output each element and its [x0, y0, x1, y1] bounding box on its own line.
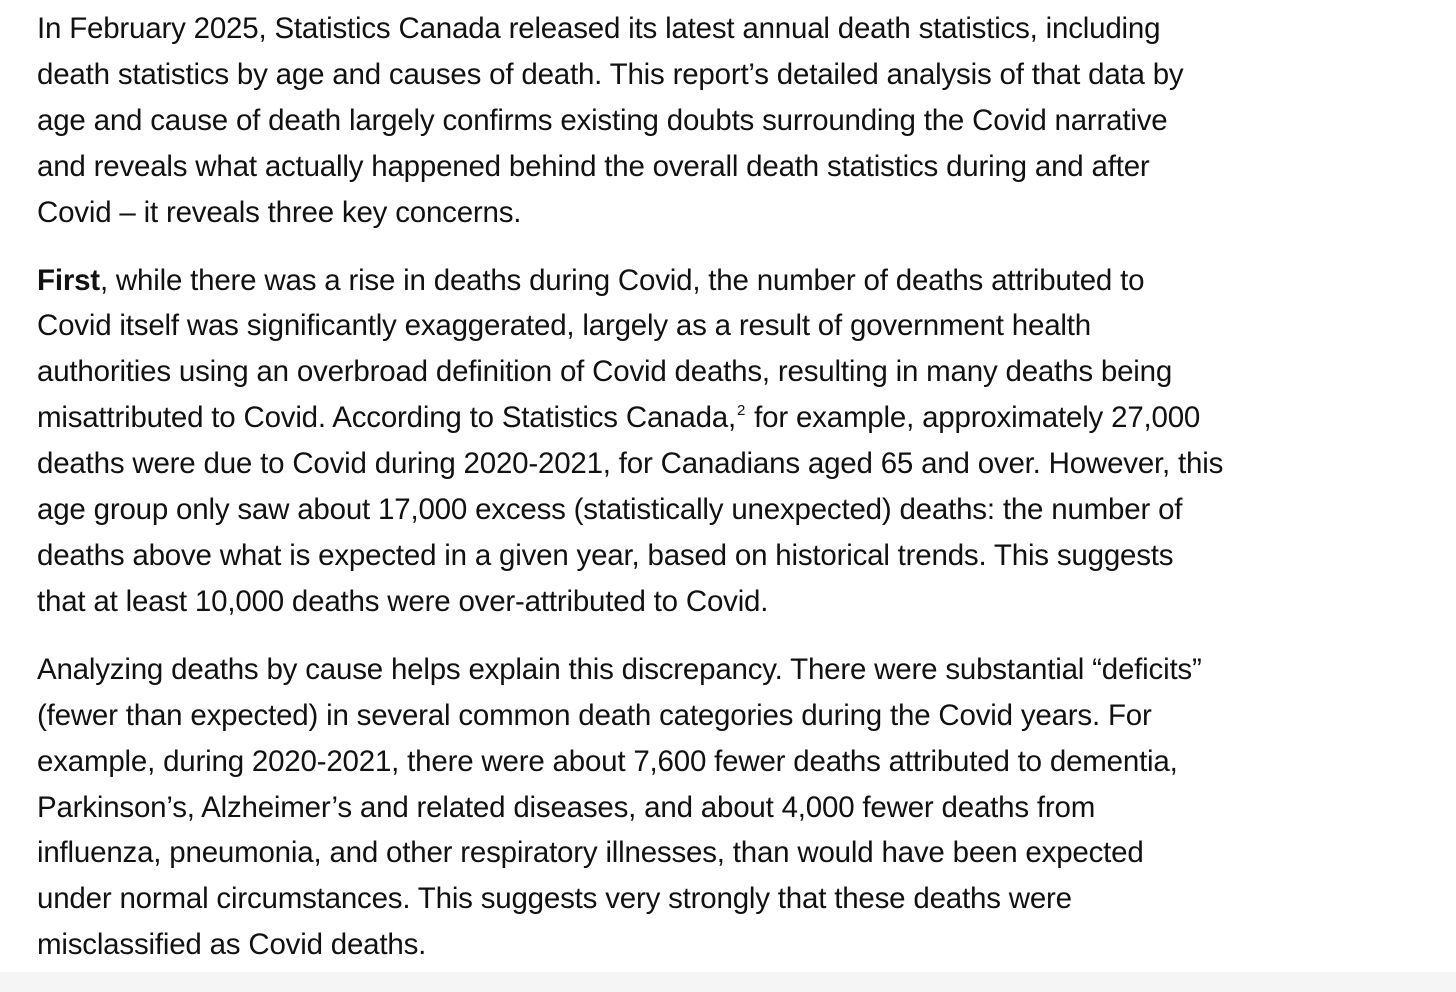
footnote-reference[interactable]: 2 — [737, 402, 746, 420]
text-line: that at least 10,000 deaths were over-attributed to Covid. — [37, 584, 769, 618]
text-line: In February 2025, Statistics Canada released its latest annual death statistics, including — [37, 12, 1161, 45]
text-line — [37, 395, 1428, 441]
paragraph-deficits — [37, 647, 1428, 968]
paragraph-intro — [37, 6, 1428, 236]
text-line: authorities using an overbroad definition of Covid deaths, resulting in many deaths being — [37, 355, 1173, 389]
text-run: for example, approximately 27,000 — [746, 401, 1201, 435]
paragraph-first-concern — [37, 258, 1428, 625]
text-line — [37, 258, 1428, 304]
text-line: influenza, pneumonia, and other respiratory illnesses, than would have been expected — [37, 836, 1144, 870]
text-line: Analyzing deaths by cause helps explain this discrepancy. There were substantial “deficits” — [37, 652, 1202, 686]
text-line: age and cause of death largely confirms existing doubts surrounding the Covid narrative — [37, 103, 1168, 137]
text-line: deaths above what is expected in a given year, based on historical trends. This suggests — [37, 538, 1174, 572]
text-line: example, during 2020-2021, there were about 7,600 fewer deaths attributed to dementia, — [37, 744, 1178, 778]
text-line: misclassified as Covid deaths. — [37, 928, 427, 962]
text-line: Covid – it reveals three key concerns. — [37, 195, 522, 229]
text-run: misattributed to Covid. According to Statistics Canada, — [37, 401, 736, 435]
text-line: death statistics by age and causes of death. This report’s detailed analysis of that data by — [37, 57, 1184, 91]
text-line: deaths were due to Covid during 2020-2021, for Canadians aged 65 and over. However, this — [37, 447, 1224, 481]
text-line: Parkinson’s, Alzheimer’s and related diseases, and about 4,000 fewer deaths from — [37, 790, 1096, 824]
bold-lead-word: First — [37, 263, 100, 297]
text-line: age group only saw about 17,000 excess (statistically unexpected) deaths: the number of — [37, 493, 1183, 527]
text-line: (fewer than expected) in several common death categories during the Covid years. For — [37, 698, 1152, 732]
page-bottom-edge — [0, 972, 1456, 992]
text-line: under normal circumstances. This suggests very strongly that these deaths were — [37, 882, 1072, 916]
text-line: Covid itself was significantly exaggerated, largely as a result of government health — [37, 309, 1091, 343]
text-line: and reveals what actually happened behind the overall death statistics during and after — [37, 149, 1150, 183]
text-run: , while there was a rise in deaths during Covid, the number of deaths attributed to — [99, 263, 1145, 297]
